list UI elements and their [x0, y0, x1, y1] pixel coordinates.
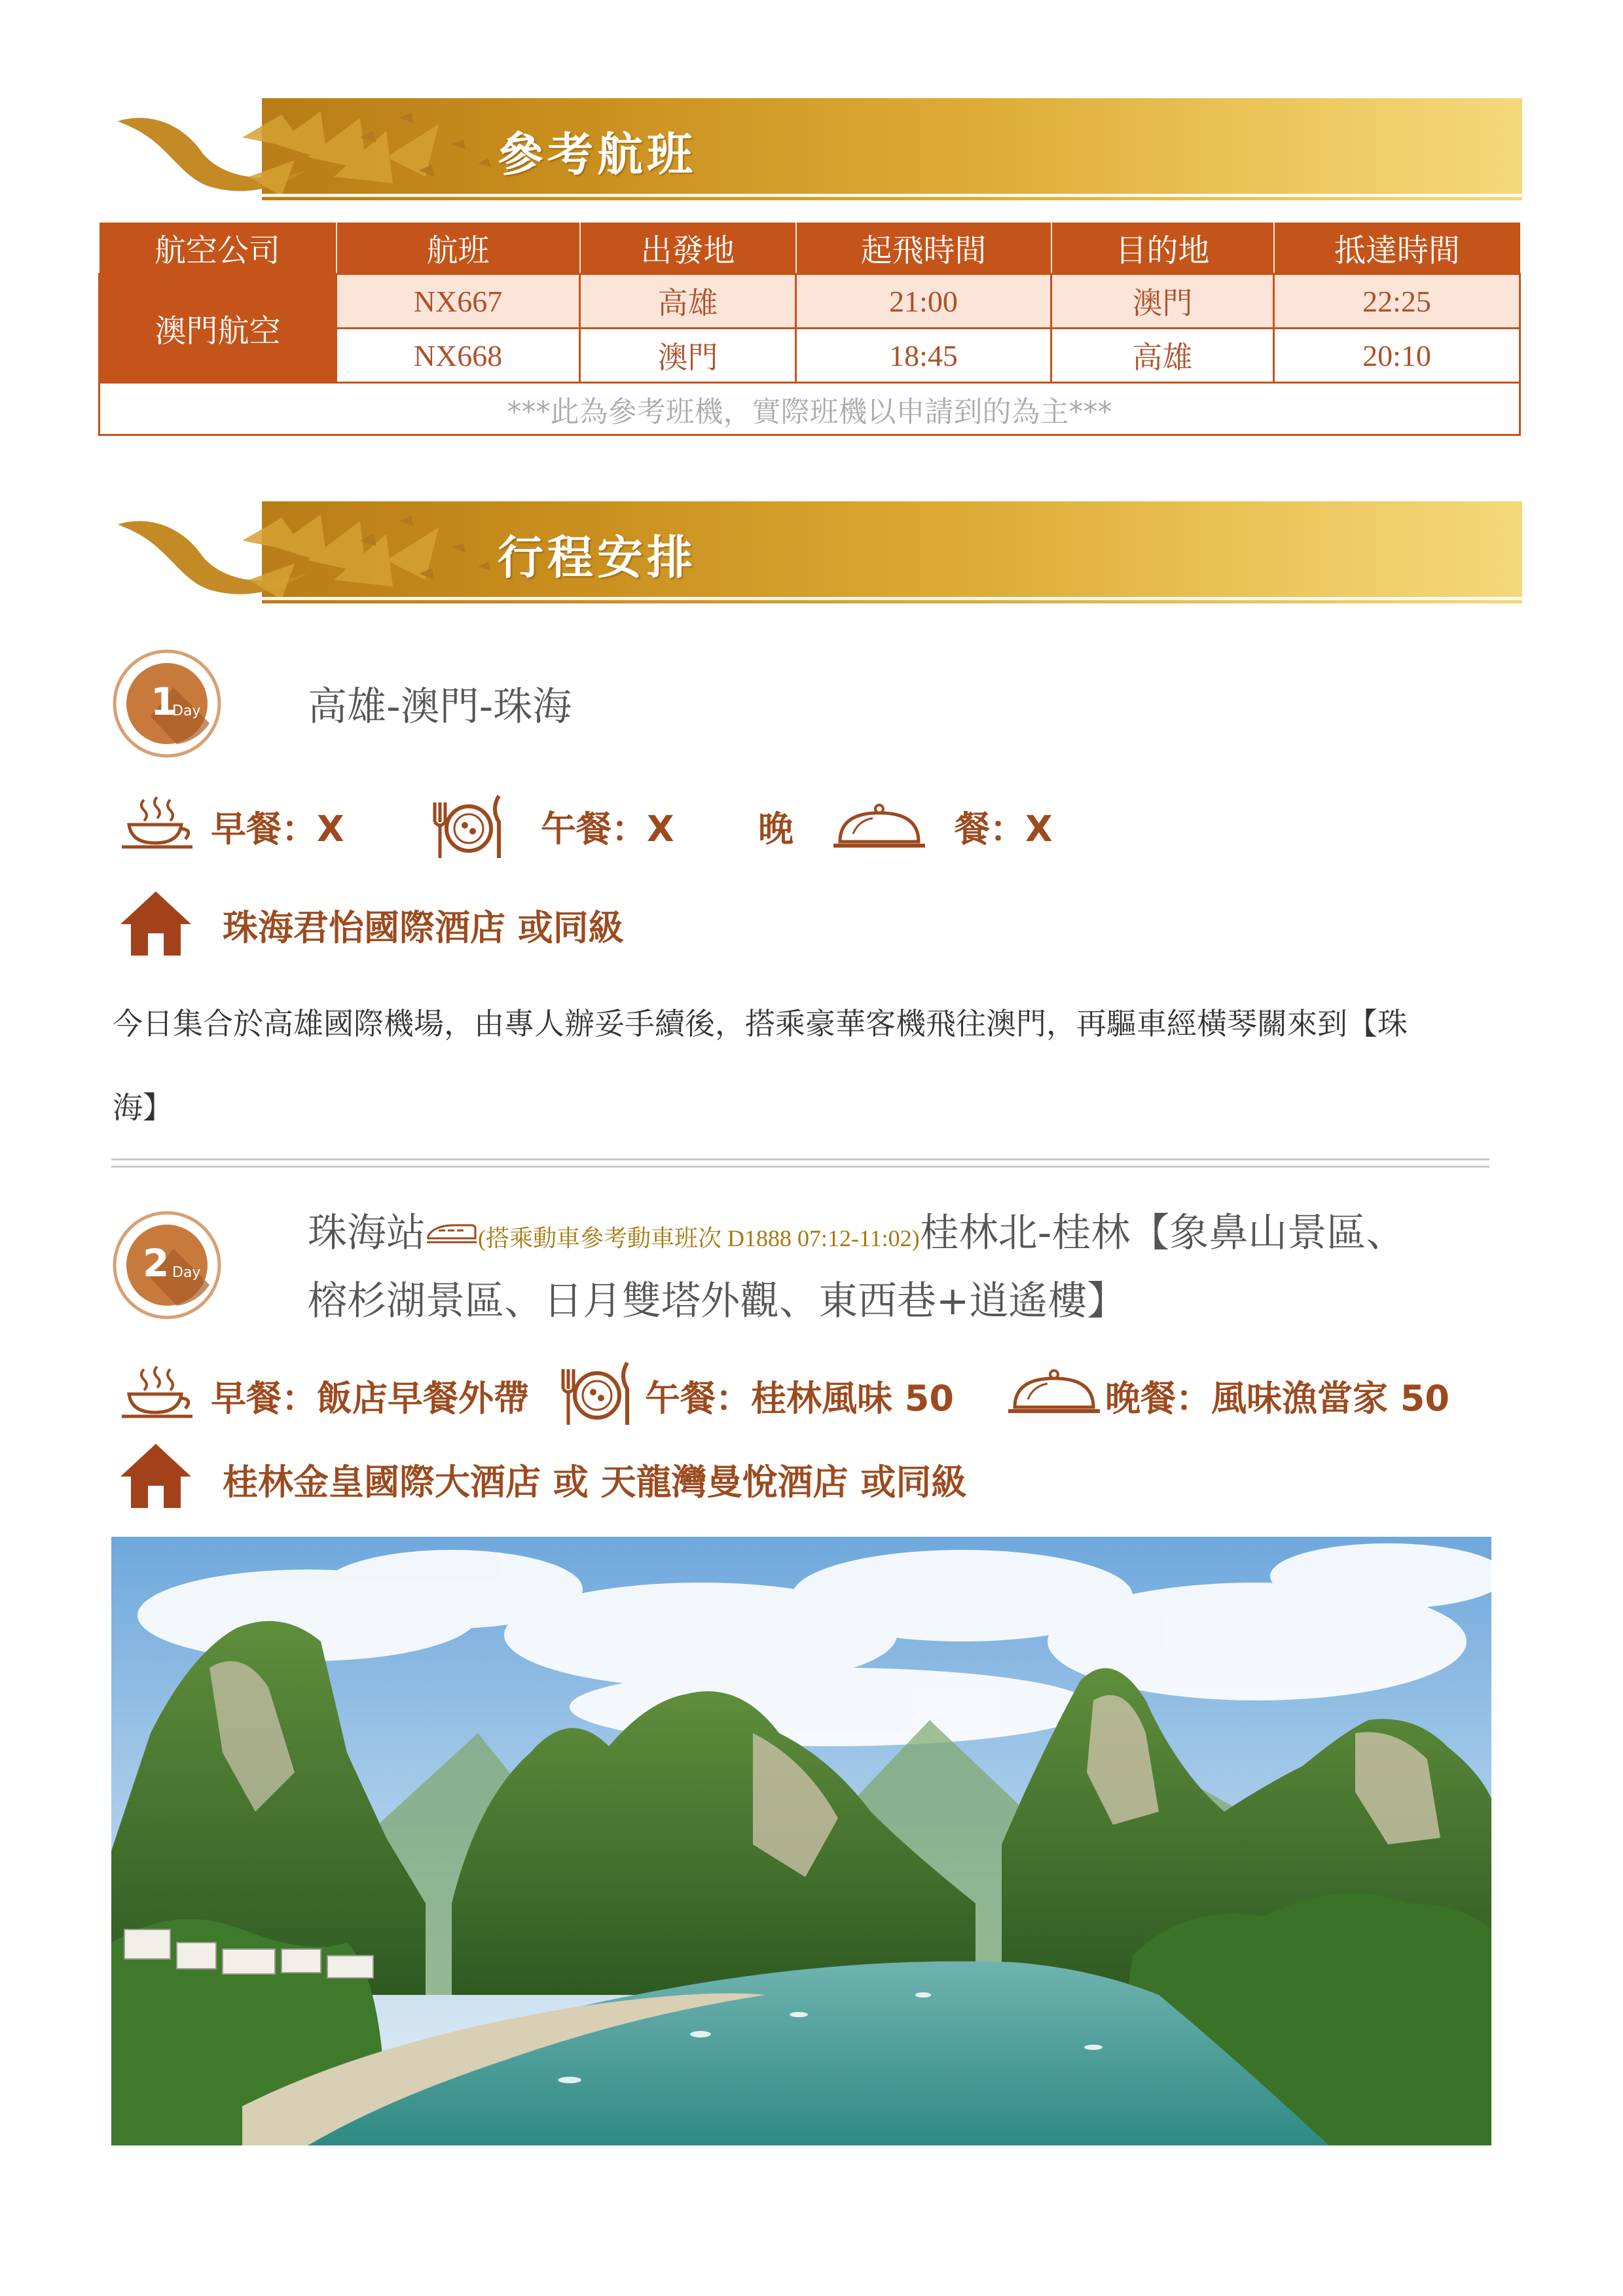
breakfast-info: 早餐：飯店早餐外帶 — [211, 1378, 529, 1419]
departure-time: 18:45 — [796, 329, 1051, 383]
lunch-info: 午餐：桂林風味 50 — [645, 1378, 954, 1419]
hotel-info: 珠海君怡國際酒店 或同級 — [223, 907, 624, 948]
train-icon — [426, 1221, 478, 1247]
train-note: (搭乘動車參考動車班次 D1888 07:12-11:02) — [478, 1225, 920, 1251]
hotel-info: 桂林金皇國際大酒店 或 天龍灣曼悅酒店 或同級 — [223, 1462, 967, 1503]
coffee-cup-icon — [119, 1364, 198, 1423]
column-header: 航班 — [337, 223, 580, 274]
day-description — [113, 982, 1520, 1149]
day-badge — [111, 648, 223, 759]
section-divider — [111, 1158, 1489, 1168]
cloche-icon — [830, 802, 928, 855]
cloche-icon — [1005, 1368, 1103, 1420]
flight-number: NX667 — [337, 274, 580, 329]
day-label: Day — [172, 1265, 201, 1281]
flight-number: NX668 — [337, 329, 580, 383]
description-line: 海】 — [113, 1090, 173, 1125]
plate-cutlery-icon — [556, 1356, 635, 1428]
column-header: 起飛時間 — [796, 223, 1051, 274]
day-badge — [111, 1210, 223, 1321]
airline-cell: 澳門航空 — [100, 274, 337, 383]
flight-table — [98, 223, 1521, 436]
day-label: Day — [172, 703, 201, 719]
section-banner-flights — [111, 98, 1522, 203]
dinner-info: 餐：X — [955, 808, 1053, 850]
guilin-landscape-photo — [111, 1537, 1491, 2145]
breakfast-info: 早餐：X — [211, 808, 344, 850]
column-header: 目的地 — [1051, 223, 1274, 274]
day-number: 1 — [151, 679, 177, 724]
section-title-itinerary: 行程安排 — [498, 530, 697, 584]
day-title: 高雄-澳門-珠海 — [308, 684, 572, 730]
day-title — [308, 1202, 1519, 1333]
day-title-line2: 榕杉湖景區、日月雙塔外觀、東西巷+逍遙樓】 — [308, 1278, 1127, 1324]
day-title-start: 珠海站 — [308, 1210, 426, 1256]
departure-city: 高雄 — [580, 274, 796, 329]
arrival-time: 22:25 — [1274, 274, 1520, 329]
departure-city: 澳門 — [580, 329, 796, 383]
departure-time: 21:00 — [796, 274, 1051, 329]
coffee-cup-icon — [119, 795, 198, 853]
plate-cutlery-icon — [428, 789, 507, 861]
bird-logo-icon — [111, 98, 517, 203]
day-number: 2 — [143, 1241, 170, 1285]
arrival-city: 高雄 — [1051, 329, 1274, 383]
description-line: 今日集合於高雄國際機場，由專人辦妥手續後，搭乘豪華客機飛往澳門，再驅車經橫琴關來到【珠 — [113, 1006, 1408, 1041]
house-icon — [117, 1440, 195, 1512]
arrival-city: 澳門 — [1051, 274, 1274, 329]
table-header-row — [100, 223, 1520, 274]
lunch-info: 午餐：X — [541, 808, 674, 850]
section-banner-itinerary — [111, 501, 1522, 606]
table-note-row — [100, 383, 1520, 435]
arrival-time: 20:10 — [1274, 329, 1520, 383]
column-header: 出發地 — [580, 223, 796, 274]
section-title-flights: 參考航班 — [498, 127, 697, 181]
column-header: 航空公司 — [100, 223, 337, 274]
flight-note: ***此為參考班機，實際班機以申請到的為主*** — [100, 383, 1520, 435]
dinner-info: 晚餐：風味漁當家 50 — [1105, 1378, 1450, 1419]
day-title-rest: 桂林北-桂林【象鼻山景區、 — [919, 1210, 1406, 1256]
table-row — [100, 274, 1520, 329]
column-header: 抵達時間 — [1274, 223, 1520, 274]
bird-logo-icon — [111, 501, 517, 606]
dinner-prefix: 晚 — [758, 808, 793, 850]
house-icon — [117, 888, 195, 960]
